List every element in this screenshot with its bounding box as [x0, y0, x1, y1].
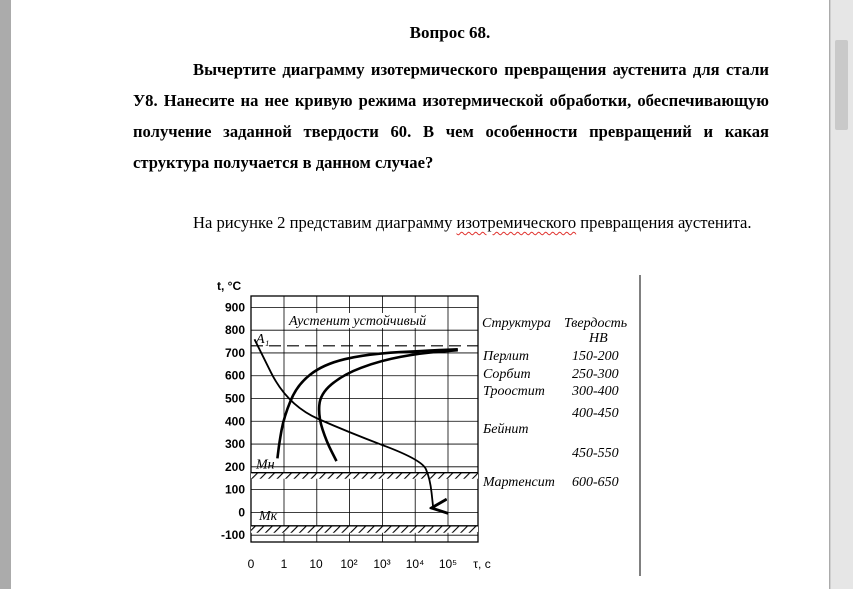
x-tick-label: 10²: [340, 557, 358, 571]
legend-hardness: 300-400: [572, 384, 619, 399]
y-tick-label: 600: [224, 368, 245, 383]
end-transformation-curve: [319, 350, 458, 461]
y-tick-label: 300: [224, 437, 245, 452]
y-tick-label: 800: [224, 323, 245, 338]
y-axis-ticks: [217, 279, 245, 542]
body-text-end: превращения аустенита.: [576, 213, 752, 232]
legend-structure: Сорбит: [483, 367, 531, 382]
x-tick-label: 10³: [373, 557, 391, 571]
cooling-path-curve: [255, 339, 434, 508]
body-text-start: На рисунке 2 представим диаграмму: [193, 213, 457, 232]
region-label: Аустенит устойчивый: [289, 314, 427, 329]
y-tick-label: 700: [224, 345, 245, 360]
x-tick-label: 10⁴: [405, 557, 425, 571]
misspelled-word[interactable]: изотремического: [456, 213, 577, 232]
x-tick-label: 0: [247, 557, 255, 571]
mk-label: Mк: [259, 508, 278, 524]
legend-hardness: 400-450: [572, 406, 619, 421]
mk-hatch: [251, 526, 478, 533]
mn-hatch: [251, 473, 478, 479]
y-axis-label: t, °C: [217, 279, 242, 293]
x-tick-label: τ, с: [473, 557, 491, 571]
question-text: Вычертите диаграмму изотермического превращения аустенита для стали У8. Нанесите на нее кривую режима изотермической обработки, обеспечивающую получение заданной твердости 60. В чем особенности превращений и какая структура получается в данном случае?: [133, 60, 769, 172]
y-tick-label: 0: [238, 505, 245, 520]
legend-structure: Мартенсит: [483, 475, 555, 490]
line-bands: [251, 313, 478, 533]
chart-legend: [482, 316, 627, 490]
y-tick-label: 200: [224, 459, 245, 474]
legend-structure: Бейнит: [483, 422, 529, 437]
legend-header-hardness: Твердость: [564, 316, 628, 331]
legend-structure: Троостит: [483, 384, 545, 399]
legend-hardness: 450-550: [572, 446, 619, 461]
y-tick-label: 400: [224, 414, 245, 429]
y-tick-label: -100: [220, 528, 245, 543]
question-heading: Вопрос 68.: [409, 23, 491, 42]
chart-curves: [255, 339, 458, 508]
x-tick-label: 10⁵: [438, 557, 458, 571]
x-axis-ticks: [248, 557, 491, 571]
mn-label: Mн: [256, 457, 275, 473]
x-tick-label: 1: [280, 557, 288, 571]
a1-label: A₁: [256, 331, 270, 347]
y-tick-label: 500: [224, 391, 245, 406]
legend-hardness: 250-300: [572, 367, 619, 382]
legend-structure: Перлит: [483, 349, 530, 364]
legend-hardness: 150-200: [572, 349, 619, 364]
y-tick-label: 100: [224, 482, 245, 497]
legend-header-hb: HB: [589, 331, 608, 346]
legend-header-structure: Структура: [482, 316, 551, 331]
x-tick-label: 10: [309, 557, 323, 571]
legend-hardness: 600-650: [572, 475, 619, 490]
y-tick-label: 900: [224, 300, 245, 315]
